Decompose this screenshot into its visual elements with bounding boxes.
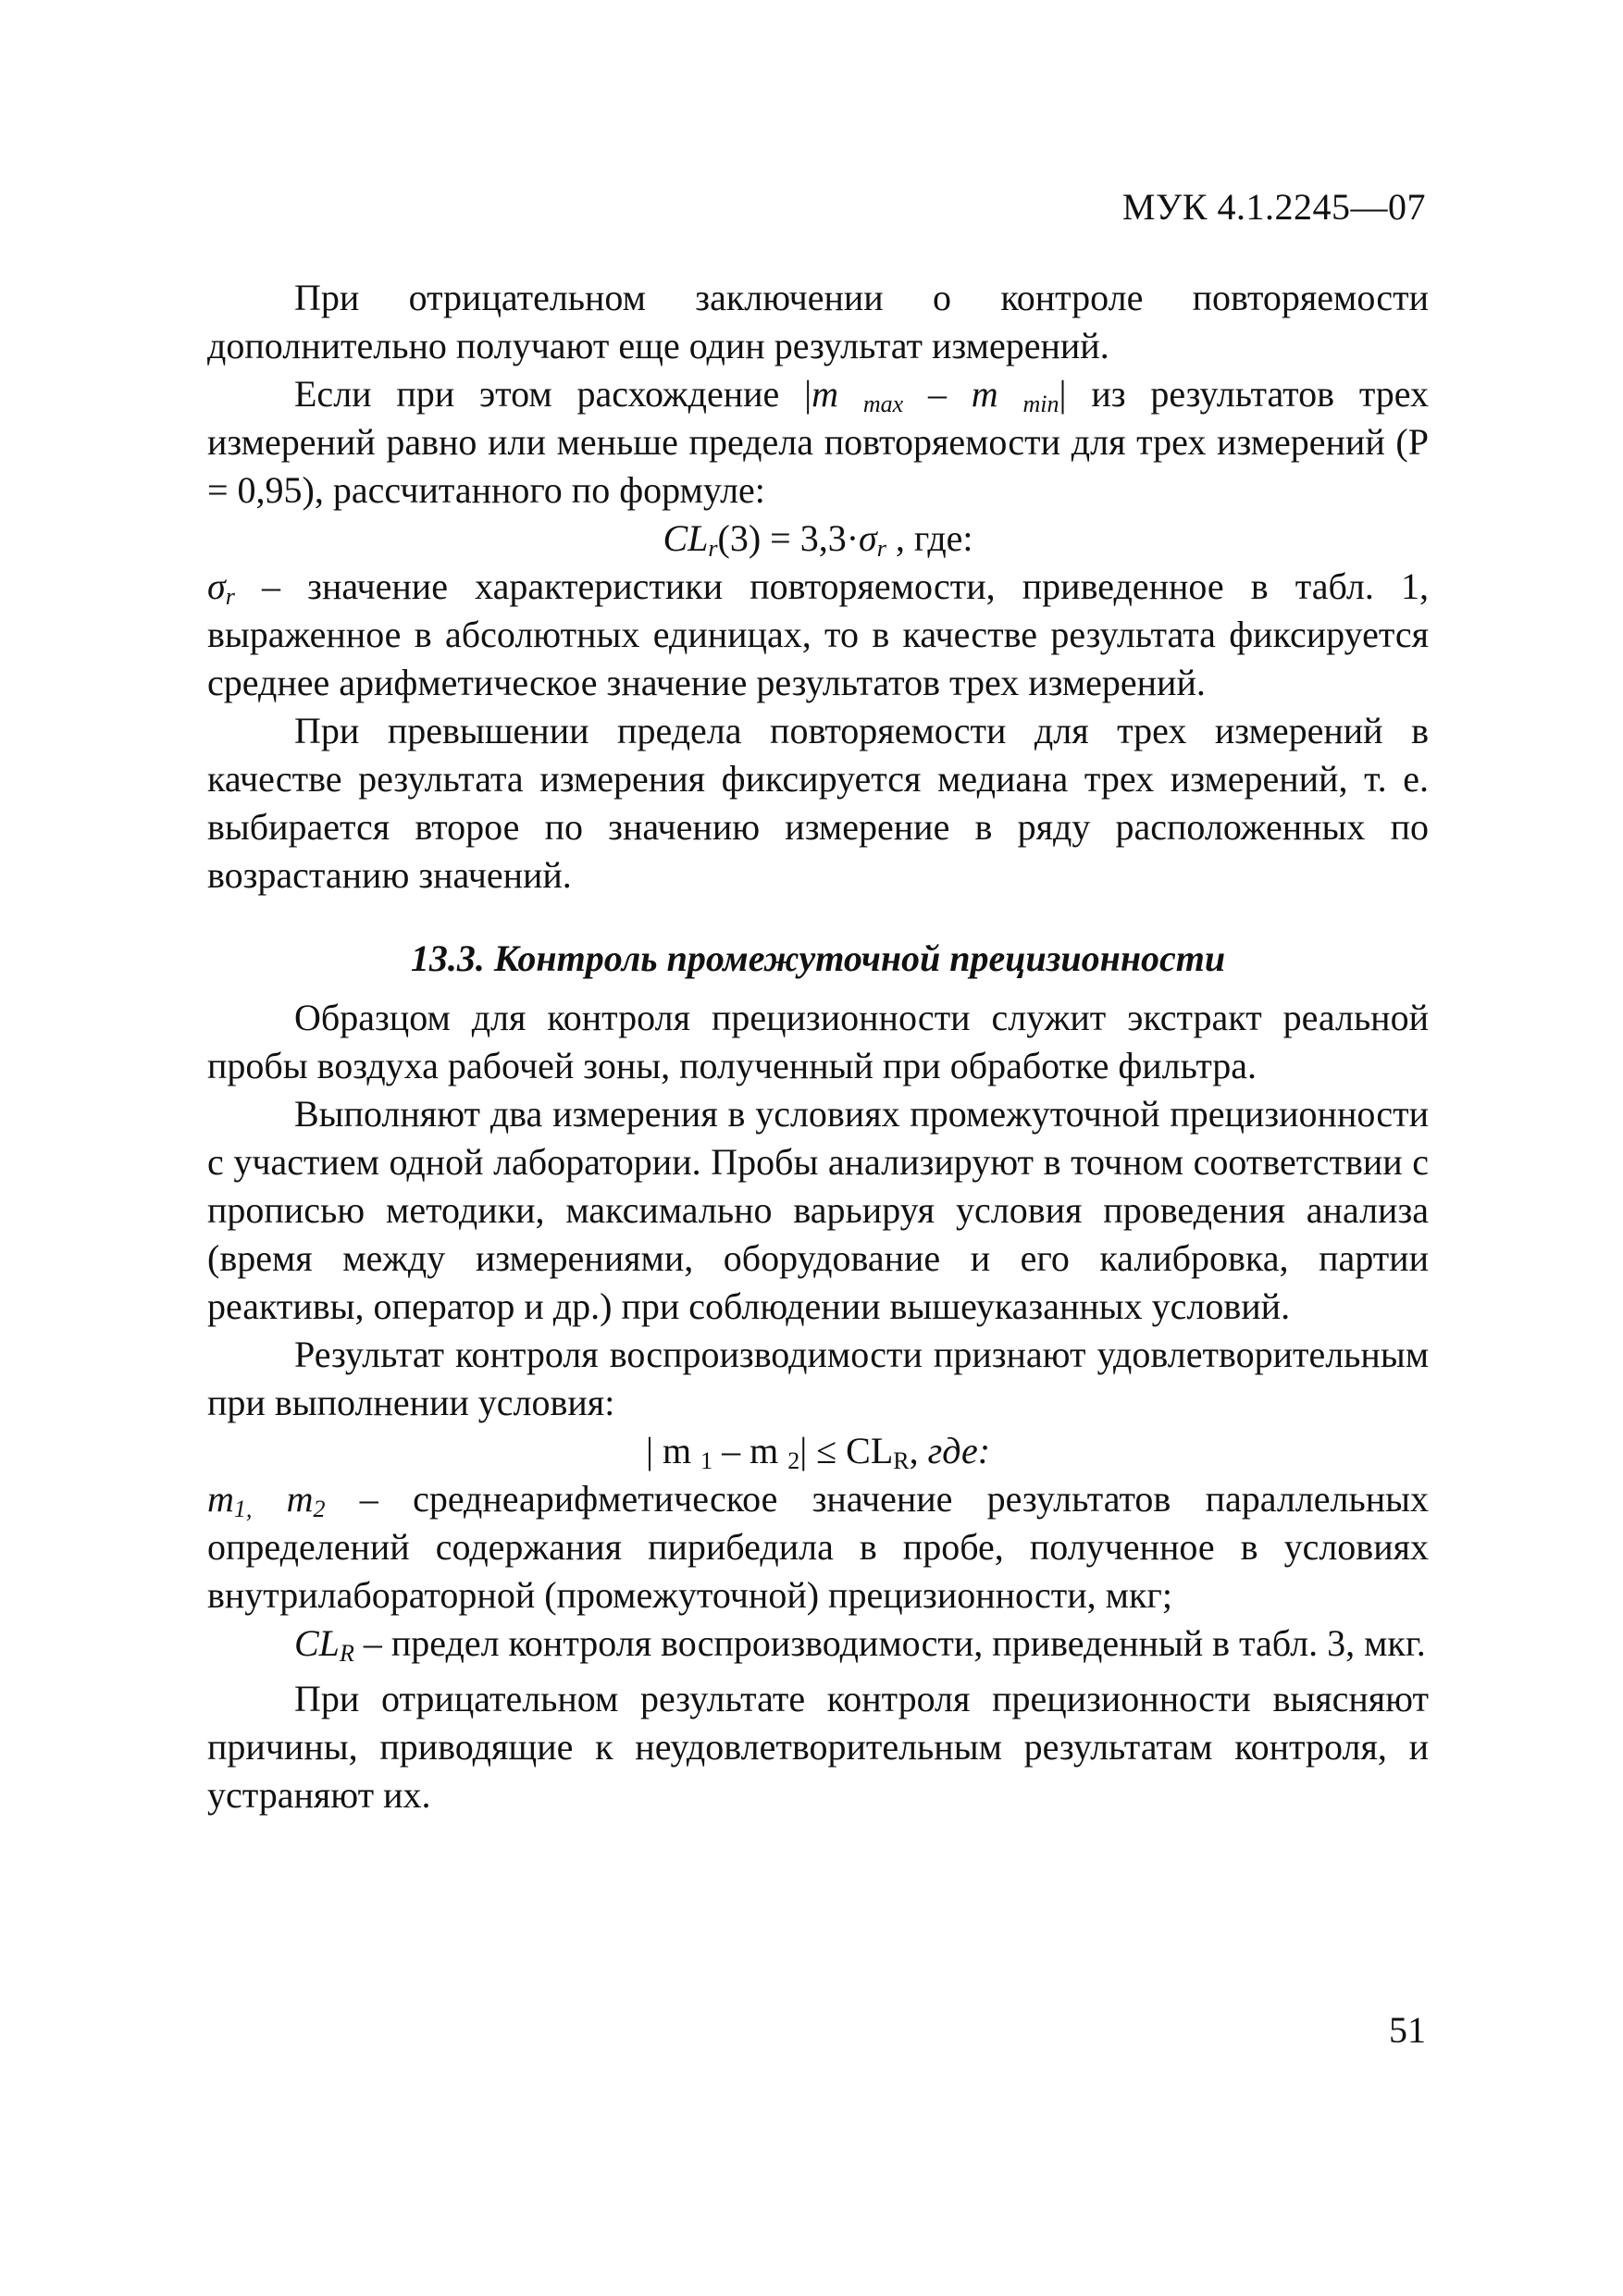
paragraph-clr-definition: [207, 1620, 1429, 1668]
text-segment: Если при этом расхождение |: [294, 373, 812, 415]
subscript-min: min: [1022, 391, 1059, 417]
text-segment: –: [903, 373, 972, 415]
formula-segment: | ≤ CL: [799, 1430, 894, 1471]
paragraph-discrepancy: [207, 370, 1429, 515]
paragraph-m-definition: [207, 1475, 1429, 1620]
symbol-m: m: [971, 373, 998, 415]
symbol-sigma: σ: [207, 565, 226, 607]
page-number: 51: [1389, 2009, 1426, 2051]
subscript-1: 1,: [233, 1496, 253, 1522]
symbol-m: m: [207, 1478, 234, 1520]
formula-segment: , где:: [886, 517, 973, 559]
text-segment: | из результатов трех измерений равно или меньше предела повторяемости для трех измерений (Р = 0,95), рассчитанного по формуле:: [207, 373, 1430, 511]
subscript-r-capital: R: [893, 1447, 910, 1474]
paragraph-sigma-definition: [207, 563, 1429, 707]
symbol-m: m: [252, 1478, 314, 1520]
formula-repeatability-limit: [207, 515, 1429, 563]
symbol-cl: CL: [663, 517, 709, 559]
section-heading-13-3: 13.3. Контроль промежуточной прецизионности: [410, 937, 1226, 979]
paragraph-condition: Результат контроля воспроизводимости признают удовлетворительным при выполнении условия:: [207, 1334, 1429, 1423]
subscript-r: r: [225, 583, 235, 610]
formula-segment: ,: [909, 1430, 928, 1471]
paragraph-median: При превышении предела повторяемости для трех измерений в качестве результата измерения фиксируется медиана трех измерений, т. е. выбирается второе по значению измерение в ряду расположенных по возрастанию значений.: [207, 710, 1429, 896]
text-segment: – предел контроля воспроизводимости, приведенный в табл. 3, мкг.: [353, 1622, 1426, 1664]
subscript-r: r: [876, 535, 886, 562]
subscript-r-capital: R: [339, 1640, 354, 1667]
paragraph-two-measurements: Выполняют два измерения в условиях промежуточной прецизионности с участием одной лаборатории. Пробы анализируют в точном соответствии с прописью методики, максимально варьируя условия проведения анализа (время между измерениями, оборудование и его калибровка, партии реактивы, оператор и др.) при соблюдении вышеуказанных условий.: [207, 1093, 1429, 1327]
paragraph-negative-result: При отрицательном результате контроля прецизионности выясняют причины, приводящие к неудовлетворительным результатам контроля, и устраняют их.: [207, 1678, 1429, 1816]
subscript-r: r: [708, 535, 718, 562]
formula-segment: – m: [712, 1430, 788, 1471]
subscript-max: max: [862, 391, 904, 417]
formula-segment: | m: [645, 1430, 701, 1471]
symbol-sigma: σ: [859, 517, 877, 559]
subscript-1: 1: [700, 1447, 713, 1474]
document-code-header: МУК 4.1.2245—07: [1121, 186, 1426, 228]
formula-segment: (3) = 3,3·: [717, 517, 860, 559]
paragraph-sample: Образцом для контроля прецизионности служит экстракт реальной пробы воздуха рабочей зоны, полученный при обработке фильтра.: [207, 997, 1429, 1086]
subscript-2: 2: [313, 1496, 326, 1522]
subscript-2: 2: [787, 1447, 800, 1474]
text-segment: – значение характеристики повторяемости, приведенное в табл. 1, выраженное в абсолютных единицах, то в качестве результата фиксируется среднее арифметическое значение результатов трех измерений.: [207, 565, 1429, 703]
text-segment: – среднеарифметическое значение результатов параллельных определений содержания пирибедила в пробе, полученное в условиях внутрилабораторной (промежуточной) прецизионности, мкг;: [207, 1478, 1430, 1616]
symbol-cl: CL: [294, 1622, 340, 1664]
formula-precision-condition: [207, 1427, 1429, 1475]
paragraph-negative-conclusion: При отрицательном заключении о контроле повторяемости дополнительно получают еще один результат измерений.: [207, 277, 1429, 366]
symbol-m: m: [812, 373, 838, 415]
page-body: [207, 274, 1429, 1819]
formula-where: где:: [927, 1430, 991, 1471]
